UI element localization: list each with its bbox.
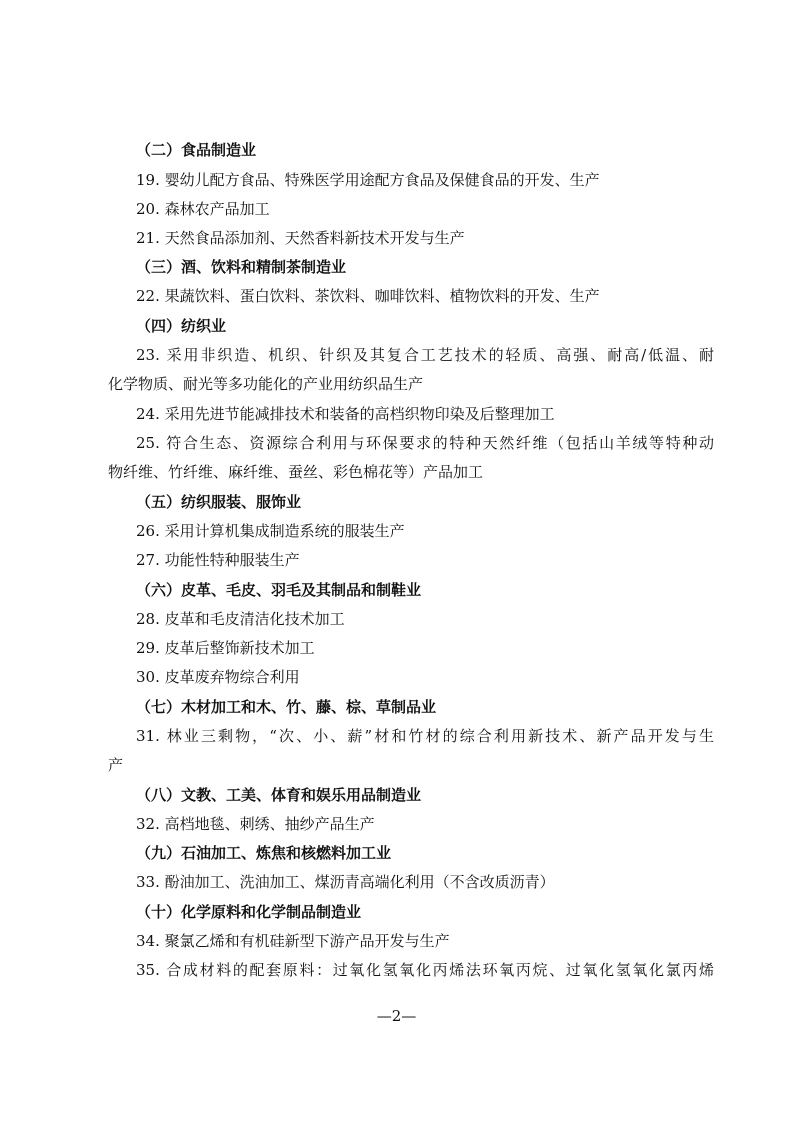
list-item-32: 32. 高档地毯、刺绣、抽纱产品生产 bbox=[136, 815, 375, 833]
list-item-24: 24. 采用先进节能减排技术和装备的高档织物印染及后整理加工 bbox=[136, 405, 555, 423]
section-heading-culture: （八）文教、工美、体育和娱乐用品制造业 bbox=[136, 786, 422, 804]
list-item-31-line1: 31. 林业三剩物，“次、小、薪”材和竹材的综合利用新技术、新产品开发与生 bbox=[136, 727, 714, 745]
section-heading-wood: （七）木材加工和木、竹、藤、棕、草制品业 bbox=[136, 698, 437, 716]
section-heading-textile: （四）纺织业 bbox=[136, 317, 227, 335]
list-item-31-line2: 产 bbox=[108, 756, 124, 774]
list-item-34: 34. 聚氯乙烯和有机硅新型下游产品开发与生产 bbox=[136, 932, 450, 950]
section-heading-chemical: （十）化学原料和化学制品制造业 bbox=[136, 903, 362, 921]
list-item-33: 33. 酚油加工、洗油加工、煤沥青高端化利用（不含改质沥青） bbox=[136, 873, 555, 891]
list-item-28: 28. 皮革和毛皮清洁化技术加工 bbox=[136, 610, 345, 628]
list-item-25-line1: 25. 符合生态、资源综合利用与环保要求的特种天然纤维（包括山羊绒等特种动 bbox=[136, 434, 714, 452]
section-heading-beverage: （三）酒、饮料和精制茶制造业 bbox=[136, 258, 347, 276]
list-item-25-line2: 物纤维、竹纤维、麻纤维、蚕丝、彩色棉花等）产品加工 bbox=[108, 463, 484, 481]
list-item-21: 21. 天然食品添加剂、天然香料新技术开发与生产 bbox=[136, 229, 465, 247]
list-item-20: 20. 森林农产品加工 bbox=[136, 200, 270, 218]
page-number: —2— bbox=[376, 1007, 417, 1025]
list-item-29: 29. 皮革后整饰新技术加工 bbox=[136, 639, 315, 657]
section-heading-leather: （六）皮革、毛皮、羽毛及其制品和制鞋业 bbox=[136, 581, 422, 599]
list-item-23-line2: 化学物质、耐光等多功能化的产业用纺织品生产 bbox=[108, 375, 424, 393]
list-item-23-line1: 23. 采用非织造、机织、针织及其复合工艺技术的轻质、高强、耐高/低温、耐 bbox=[136, 346, 714, 364]
list-item-27: 27. 功能性特种服装生产 bbox=[136, 551, 300, 569]
section-heading-apparel: （五）纺织服装、服饰业 bbox=[136, 493, 302, 511]
list-item-30: 30. 皮革废弃物综合利用 bbox=[136, 668, 300, 686]
section-heading-food: （二）食品制造业 bbox=[136, 141, 257, 159]
section-heading-petroleum: （九）石油加工、炼焦和核燃料加工业 bbox=[136, 844, 392, 862]
list-item-26: 26. 采用计算机集成制造系统的服装生产 bbox=[136, 522, 405, 540]
list-item-19: 19. 婴幼儿配方食品、特殊医学用途配方食品及保健食品的开发、生产 bbox=[136, 171, 600, 189]
list-item-22: 22. 果蔬饮料、蛋白饮料、茶饮料、咖啡饮料、植物饮料的开发、生产 bbox=[136, 287, 600, 305]
list-item-35: 35. 合成材料的配套原料：过氧化氢氧化丙烯法环氧丙烷、过氧化氢氧化氯丙烯 bbox=[136, 961, 714, 979]
